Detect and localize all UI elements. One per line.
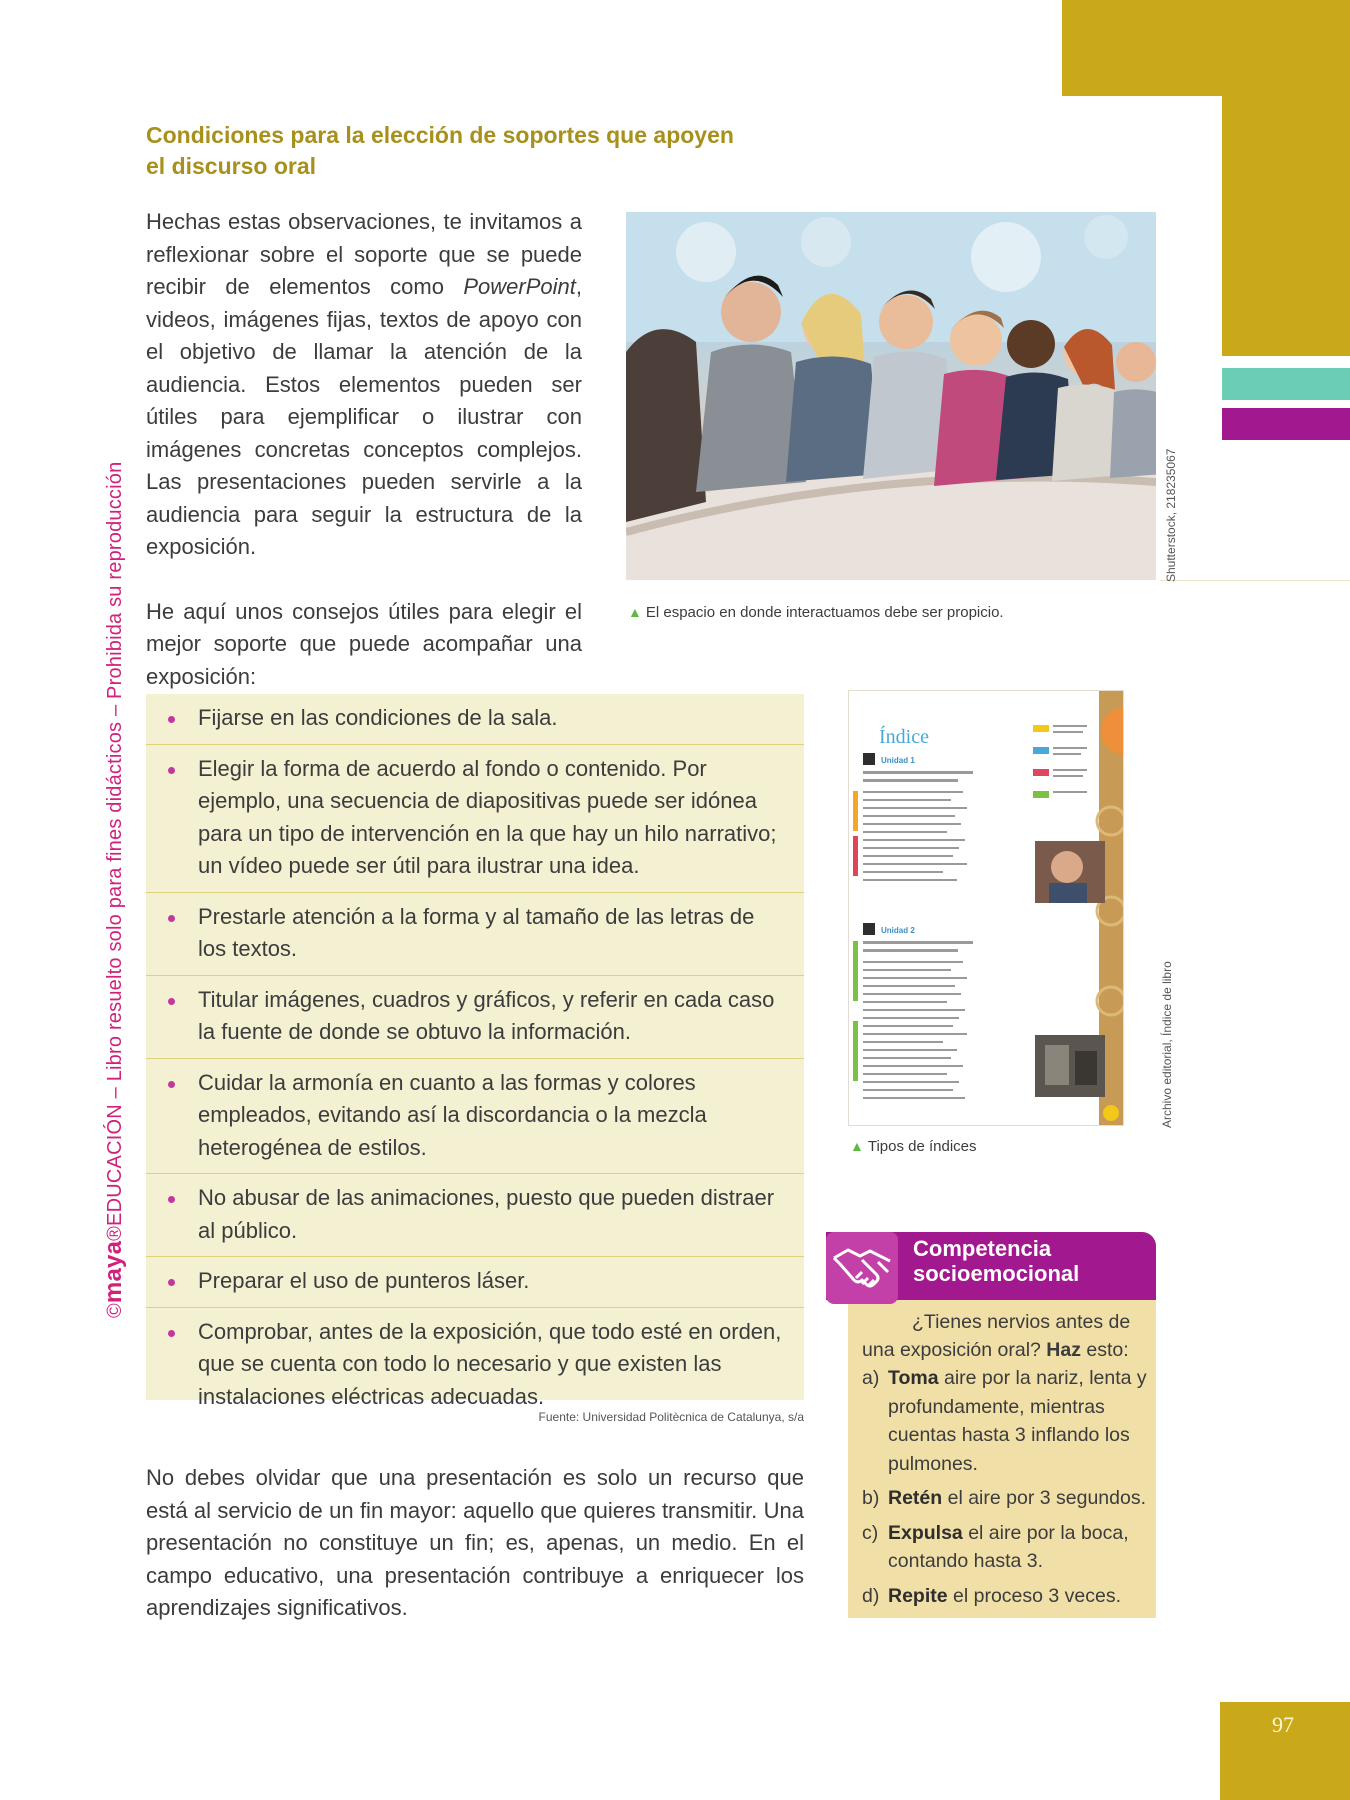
list-item: b) Retén el aire por 3 segundos.: [862, 1487, 1146, 1509]
section-title: Condiciones para la elección de soportes que apoyen el discurso oral: [146, 122, 734, 179]
brand-logo: maya: [100, 1240, 127, 1304]
copyright-notice: ©maya®EDUCACIÓN – Libro resuelto solo para fines didácticos – Prohibida su reproducción: [100, 461, 127, 1318]
list-item: Cuidar la armonía en cuanto a las formas y colores empleados, evitando así la discordancia o la mezcla heterogénea de estilos.: [146, 1059, 804, 1175]
book-caption: ▲ Tipos de índices: [850, 1138, 977, 1155]
intro-paragraph-2: He aquí unos consejos útiles para elegir el mejor soporte que puede acompañar una exposición:: [146, 598, 582, 689]
list-item: No abusar de las animaciones, puesto que pueden distraer al público.: [146, 1174, 804, 1257]
closing-paragraph: No debes olvidar que una presentación es solo un recurso que está al servicio de un fin mayor: aquello que quieres transmitir. Una presentación no constituye un fin; es, apenas, un medio. En el campo educativo, una presentación contribuye a enriquecer los aprendizajes significativos.: [146, 1465, 804, 1620]
tips-list: [146, 694, 804, 1409]
competencia-title: Competencia socioemocional: [913, 1236, 1080, 1286]
breathing-steps: [862, 1364, 1154, 1616]
book-page-illustration: [849, 691, 1124, 1126]
triangle-icon: ▲: [628, 604, 642, 620]
students-illustration: [626, 212, 1156, 580]
list-item: Prestarle atención a la forma y al tamaño de las letras de los textos.: [146, 893, 804, 976]
list-item: Elegir la forma de acuerdo al fondo o contenido. Por ejemplo, una secuencia de diapositivas puede ser idónea para un tipo de intervención en la que hay un hilo narrativo; un vídeo puede ser útil para ilustrar una idea.: [146, 745, 804, 893]
triangle-icon: ▲: [850, 1138, 864, 1154]
book-index-image: [848, 690, 1124, 1126]
photo-caption: ▲ El espacio en donde interactuamos debe ser propicio.: [628, 604, 1004, 621]
list-item: Titular imágenes, cuadros y gráficos, y referir en cada caso la fuente de donde se obtuvo la información.: [146, 976, 804, 1059]
photo-credit: Shutterstock, 218235067: [1164, 448, 1178, 582]
page-number: 97: [1272, 1712, 1294, 1737]
corner-decoration: [1062, 0, 1350, 96]
book-unit-1: Unidad 1: [881, 756, 915, 765]
divider: [1160, 580, 1350, 581]
list-item: Preparar el uso de punteros láser.: [146, 1257, 804, 1308]
list-item: Comprobar, antes de la exposición, que todo esté en orden, que se cuenta con todo lo necesario y que existen las instalaciones eléctricas adecuadas.: [146, 1308, 804, 1423]
intro-text: [146, 206, 582, 693]
competencia-intro: ¿Tienes nervios antes de una exposición oral? Haz esto:: [862, 1311, 1131, 1361]
list-item: c) Expulsa el aire por la boca, contando hasta 3.: [862, 1521, 1129, 1572]
list-item: a) Toma aire por la nariz, lenta y profundamente, mientras cuentas hasta 3 inflando los pulmones.: [862, 1367, 1147, 1475]
source-note: Fuente: Universidad Politècnica de Catalunya, s/a: [538, 1410, 804, 1424]
teal-side-band: [1222, 368, 1350, 400]
purple-side-band: [1222, 408, 1350, 440]
classroom-photo: [626, 212, 1156, 580]
intro-paragraph-1: Hechas estas observaciones, te invitamos a reflexionar sobre el soporte que se puede recibir de elementos como PowerPoint, videos, imágenes fijas, textos de apoyo con el objetivo de llamar la atención de la audiencia. Estos elementos pueden ser útiles para ejemplificar o ilustrar con imágenes concretas conceptos complejos. Las presentaciones pueden servirle a la audiencia para seguir la estructura de la exposición.: [146, 209, 582, 559]
list-item: d) Repite el proceso 3 veces.: [862, 1584, 1122, 1607]
handshake-icon: [826, 1232, 898, 1304]
book-heading: Índice: [879, 726, 929, 748]
book-credit: Archivo editorial, Índice de libro: [1160, 961, 1174, 1128]
book-unit-2: Unidad 2: [881, 926, 915, 935]
list-item: Fijarse en las condiciones de la sala.: [146, 694, 804, 745]
gold-side-band: [1222, 96, 1350, 356]
